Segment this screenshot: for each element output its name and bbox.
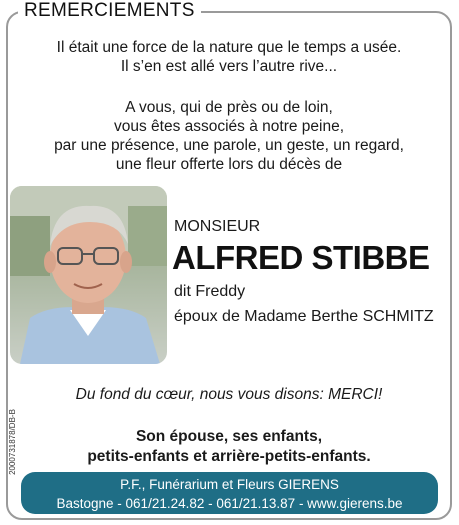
funeral-home-name: P.F., Funérarium et Fleurs GIERENS [120, 477, 339, 492]
deceased-nickname: dit Freddy [174, 283, 246, 300]
reference-code: 2000731878/DB-B [8, 409, 17, 475]
deceased-name: ALFRED STIBBE [172, 239, 430, 276]
thanks-line: vous êtes associés à notre peine, [113, 118, 345, 135]
funeral-home-contact: Bastogne - 061/21.24.82 - 061/21.13.87 - www.gierens.be [56, 496, 403, 511]
family-line: petits-enfants et arrière-petits-enfants. [87, 448, 371, 465]
closing-line: Du fond du cœur, nous vous disons: MERCI! [75, 386, 383, 403]
intro-line: Il s’en est allé vers l’autre rive... [120, 58, 338, 75]
thanks-paragraph [6, 98, 452, 174]
family-signature [6, 427, 452, 467]
family-line: Son épouse, ses enfants, [135, 428, 323, 445]
thanks-line: une fleur offerte lors du décès de [115, 156, 343, 173]
deceased-title: MONSIEUR [174, 218, 261, 235]
thanks-line: par une présence, une parole, un geste, un regard, [54, 137, 404, 154]
funeral-home-banner [21, 472, 438, 514]
deceased-spouse: époux de Madame Berthe SCHMITZ [174, 308, 434, 325]
portrait-photo [10, 186, 167, 364]
intro-line: Il était une force de la nature que le temps a usée. [56, 39, 402, 56]
thanks-line: A vous, qui de près ou de loin, [125, 99, 333, 116]
intro-paragraph [6, 38, 452, 76]
notice-heading: REMERCIEMENTS [18, 0, 201, 22]
